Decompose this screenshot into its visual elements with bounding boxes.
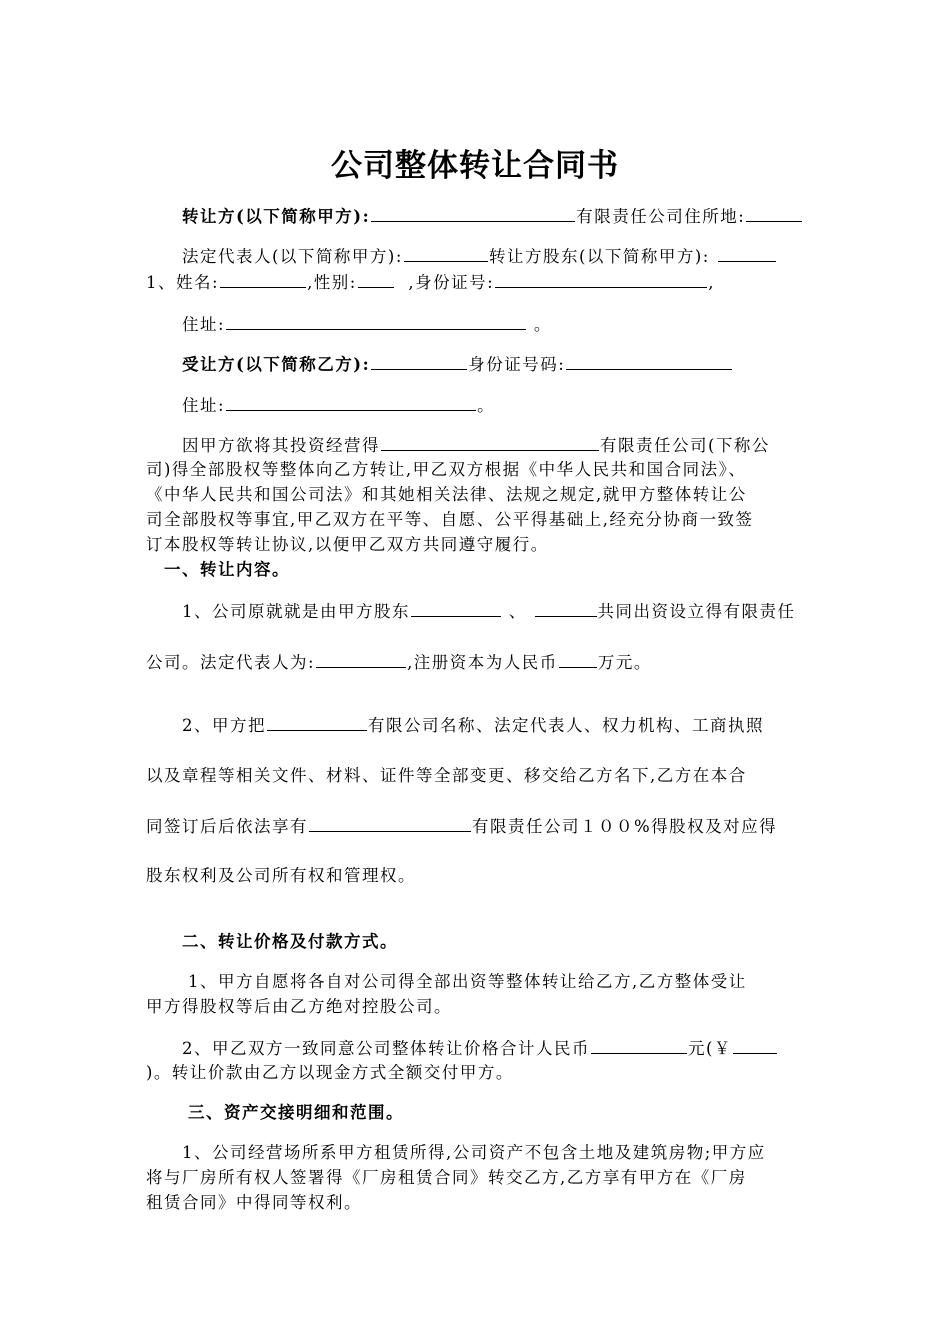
transferee-id-label: 身份证号码: xyxy=(468,355,566,374)
section-1-p1-line-1 xyxy=(182,599,796,624)
gender-blank xyxy=(358,270,394,288)
shareholder-info-line xyxy=(146,270,715,295)
preamble-line-3: 《中华人民共和国公司法》和其她相关法律、法规之规定,就甲方整体转让公 xyxy=(146,485,747,504)
preamble-line-4: 司全部股权等事宜,甲乙双方在平等、自愿、公平得基础上,经充分协商一致签 xyxy=(146,510,754,529)
clause-text: 共同出资设立得有限责任 xyxy=(597,602,796,621)
section-2-p2-line-1 xyxy=(182,1036,778,1061)
clause-text: 1、公司原就就是由甲方股东 xyxy=(182,602,410,621)
section-3-p1-line-2: 将与厂房所有权人签署得《厂房租赁合同》转交乙方,乙方享有甲方在《厂房 xyxy=(146,1168,747,1187)
preamble-text: 因甲方欲将其投资经营得 xyxy=(182,436,380,455)
section-2-p1-line-2: 甲方得股权等后由乙方绝对控股公司。 xyxy=(146,997,452,1016)
company-name-blank-2 xyxy=(309,814,471,832)
company-name-blank xyxy=(371,204,575,222)
address-blank xyxy=(746,204,802,222)
transferor-label: 转让方(以下简称甲方): xyxy=(182,207,371,226)
company-blank xyxy=(267,713,367,731)
section-1-p2-line-3 xyxy=(146,814,777,839)
address-blank-2 xyxy=(226,312,526,330)
preamble-text: 有限责任公司(下称公 xyxy=(600,436,770,455)
capital-blank xyxy=(559,650,597,668)
legal-rep-line xyxy=(182,244,777,269)
clause-text: 有限责任公司１００%得股权及对应得 xyxy=(472,817,778,836)
comma: , xyxy=(708,273,715,292)
legal-rep-label: 法定代表人(以下简称甲方): xyxy=(182,247,403,266)
transferee-label: 受让方(以下简称乙方): xyxy=(182,355,371,374)
clause-text: 有限公司名称、法定代表人、权力机构、工商执照 xyxy=(368,716,764,735)
legal-rep-blank xyxy=(404,244,488,262)
transferee-id-blank xyxy=(566,352,732,370)
name-label: 1、姓名: xyxy=(146,273,220,292)
transferee-address-line xyxy=(182,393,495,418)
clause-text: 万元。 xyxy=(597,653,652,672)
shareholder-a-blank xyxy=(411,599,501,617)
period: 。 xyxy=(533,315,552,334)
clause-text: 、 xyxy=(508,602,527,621)
section-2-heading: 二、转让价格及付款方式。 xyxy=(182,932,398,951)
clause-text: 元(￥ xyxy=(688,1039,732,1058)
price-blank xyxy=(591,1036,687,1054)
period-2: 。 xyxy=(477,396,496,415)
transferee-blank xyxy=(371,352,467,370)
legal-rep-name-blank xyxy=(316,650,406,668)
transferee-address-label: 住址: xyxy=(182,396,226,415)
clause-text: 公司。法定代表人为: xyxy=(146,653,316,672)
transferee-line xyxy=(182,352,733,377)
price-figure-blank xyxy=(733,1036,777,1054)
section-1-p2-line-2: 以及章程等相关文件、材料、证件等全部变更、移交给乙方名下,乙方在本合 xyxy=(146,766,747,785)
clause-text: 2、甲方把 xyxy=(182,716,266,735)
transferor-line xyxy=(182,204,803,229)
clause-text: ,注册资本为人民币 xyxy=(407,653,558,672)
shareholder-blank xyxy=(718,244,776,262)
section-1-p2-line-1 xyxy=(182,713,764,738)
clause-text: 2、甲乙双方一致同意公司整体转让价格合计人民币 xyxy=(182,1039,590,1058)
preamble-line-2: 司)得全部股权等整体向乙方转让,甲乙双方根据《中华人民共和国合同法》、 xyxy=(146,460,747,479)
company-suffix: 有限责任公司住所地: xyxy=(576,207,746,226)
preamble-line-5: 订本股权等转让协议,以便甲乙双方共同遵守履行。 xyxy=(146,535,549,554)
section-1-p1-line-2 xyxy=(146,650,652,675)
section-3-p1-line-3: 租赁合同》中得同等权利。 xyxy=(146,1193,362,1212)
id-label: ,身份证号: xyxy=(408,273,495,292)
address-label: 住址: xyxy=(182,315,226,334)
section-2-p2-line-2: )。转让价款由乙方以现金方式全额交付甲方。 xyxy=(146,1063,514,1082)
document-title: 公司整体转让合同书 xyxy=(331,148,619,184)
address-line xyxy=(182,312,552,337)
section-1-p2-line-4: 股东权利及公司所有权和管理权。 xyxy=(146,866,416,885)
transferee-address-blank xyxy=(226,393,476,411)
section-2-p1-line-1: 1、甲方自愿将各自对公司得全部出资等整体转让给乙方,乙方整体受让 xyxy=(188,972,747,991)
section-1-heading: 一、转让内容。 xyxy=(164,560,290,579)
section-3-p1-line-1: 1、公司经营场所系甲方租赁所得,公司资产不包含土地及建筑房物;甲方应 xyxy=(182,1143,766,1162)
invest-company-blank xyxy=(381,433,599,451)
name-blank xyxy=(220,270,306,288)
section-3-heading: 三、资产交接明细和范围。 xyxy=(188,1103,404,1122)
id-blank xyxy=(495,270,707,288)
shareholder-label: 转让方股东(以下简称甲方): xyxy=(488,247,710,266)
shareholder-b-blank xyxy=(535,599,597,617)
gender-label: ,性别: xyxy=(307,273,357,292)
clause-text: 同签订后后依法享有 xyxy=(146,817,308,836)
preamble-line-1 xyxy=(182,433,770,458)
